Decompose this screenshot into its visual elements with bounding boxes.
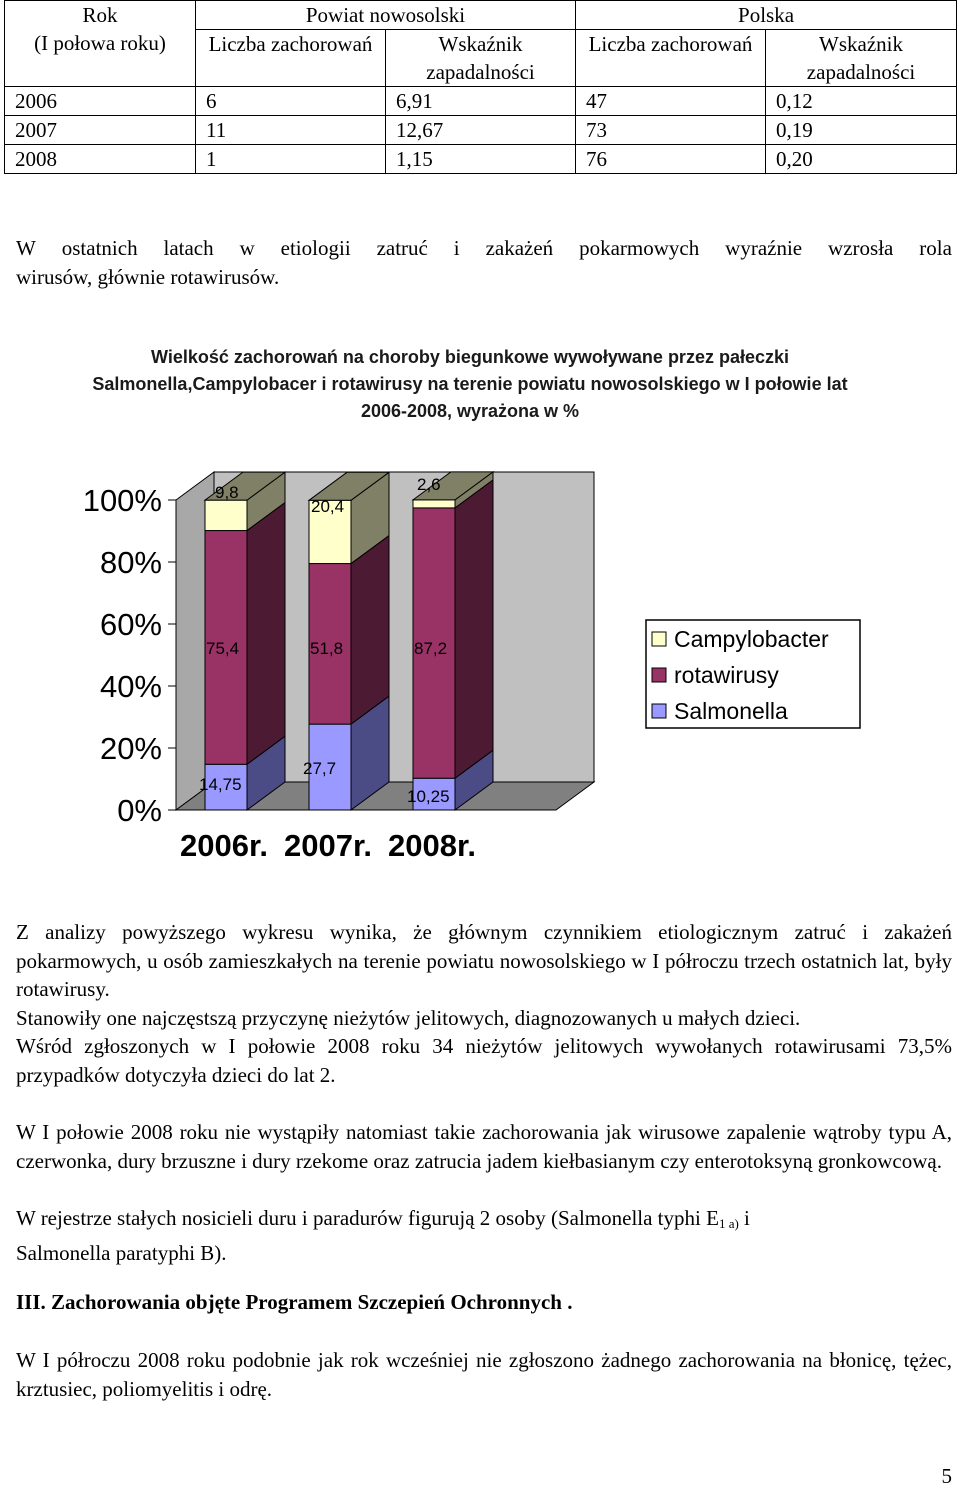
header-year-line1: Rok [82, 3, 118, 27]
paragraph-word: etiologii [280, 236, 351, 260]
page-number: 5 [941, 1464, 952, 1488]
paragraph-analysis: Z analizy powyższego wykresu wynika, że głównym czynnikiem etiologicznym zatruć i zakażeń pokarmowych, u osób zamieszkałych na terenie powiatu nowosolskiego w I półroczu trzech ostatnich lat, były rotawirusy. [16, 920, 952, 1001]
legend-swatch [652, 668, 666, 682]
data-label: 75,4 [206, 639, 240, 658]
paragraph-line [16, 1204, 952, 1239]
bar-segment-side [247, 503, 285, 765]
y-tick-label: 100% [82, 483, 162, 518]
y-tick-label: 20% [99, 731, 162, 766]
paragraph-word: wzrosła [828, 236, 894, 260]
cell-pl-cases: 76 [576, 145, 766, 174]
x-tick-label: 2007r. [284, 828, 372, 863]
carriers-text-end: i [738, 1206, 750, 1230]
paragraph-word: ostatnich [61, 236, 138, 260]
data-label: 14,75 [199, 775, 242, 794]
header-pl-rate: Wskaźnik zapadalności [766, 30, 957, 87]
legend-label: Campylobacter [674, 626, 829, 652]
paragraph-word: pokarmowych [579, 236, 700, 260]
cell-powiat-cases: 6 [196, 87, 386, 116]
header-year-line2: (I połowa roku) [34, 31, 166, 55]
table-row [5, 87, 957, 116]
paragraph-word: zakażeń [485, 236, 554, 260]
x-tick-label: 2008r. [388, 828, 476, 863]
cell-year: 2007 [5, 116, 196, 145]
paragraph-word: W [16, 236, 36, 260]
data-label: 9,8 [215, 483, 239, 502]
paragraph-word: wyraźnie [725, 236, 803, 260]
data-label: 20,4 [311, 497, 345, 516]
legend-swatch [652, 704, 666, 718]
cell-pl-rate: 0,12 [766, 87, 957, 116]
legend-label: rotawirusy [674, 662, 779, 688]
cell-powiat-rate: 12,67 [386, 116, 576, 145]
table-row [5, 116, 957, 145]
paragraph-line: wirusów, głównie rotawirusów. [16, 264, 280, 289]
bar-segment-side [351, 536, 389, 725]
paragraph-rotavirus-intro [16, 234, 952, 291]
bar-segment-side [455, 480, 493, 778]
header-powiat-cases: Liczba zachorowań [196, 30, 386, 87]
y-tick-label: 80% [99, 545, 162, 580]
paragraph-line: Salmonella paratyphi B). [16, 1240, 227, 1265]
chart-title: Wielkość zachorowań na choroby biegunkowe wywoływane przez pałeczki Salmonella,Campylobacer i rotawirusy na terenie powiatu nowosolskiego w I połowie lat 2006-2008, wyrażona w % [92, 347, 848, 421]
data-label: 87,2 [414, 639, 448, 658]
cell-year: 2006 [5, 87, 196, 116]
y-tick-label: 60% [99, 607, 162, 642]
cell-powiat-cases: 1 [196, 145, 386, 174]
paragraph-word: rola [919, 236, 952, 260]
paragraph-word: zatruć [376, 236, 428, 260]
cell-powiat-rate: 1,15 [386, 145, 576, 174]
cell-pl-rate: 0,19 [766, 116, 957, 145]
bar-segment [205, 500, 247, 530]
bar-segment [413, 500, 455, 508]
table-header-row [5, 1, 957, 30]
data-label: 51,8 [310, 639, 344, 658]
stacked-bar-chart [0, 460, 960, 870]
header-powiat-rate: Wskaźnik zapadalności [386, 30, 576, 87]
y-tick-label: 40% [99, 669, 162, 704]
cell-pl-cases: 47 [576, 87, 766, 116]
paragraph-word: i [453, 236, 460, 260]
paragraph-line [16, 234, 952, 263]
header-polska: Polska [576, 1, 957, 30]
legend-swatch [652, 632, 666, 646]
header-powiat: Powiat nowosolski [196, 1, 576, 30]
data-label: 10,25 [407, 787, 450, 806]
paragraph-word: latach [163, 236, 214, 260]
paragraph-no-cases: W I połowie 2008 roku nie wystąpiły natomiast takie zachorowania jak wirusowe zapalenie wątroby typu A, czerwonka, dury brzuszne i dury rzekome oraz zatrucia jadem kiełbasianym czy enterotoksyną gronkowcową. [16, 1120, 952, 1173]
paragraph-vaccination: W I półroczu 2008 roku podobnie jak rok wcześniej nie zgłoszono żadnego zachorowania na błonicę, tężec, krztusiec, poliomyelitis i odrę. [16, 1348, 952, 1401]
cell-pl-cases: 73 [576, 116, 766, 145]
cell-powiat-rate: 6,91 [386, 87, 576, 116]
data-label: 2,6 [417, 475, 441, 494]
section-heading: III. Zachorowania objęte Programem Szczepień Ochronnych . [16, 1290, 573, 1314]
header-year [5, 1, 196, 87]
cell-year: 2008 [5, 145, 196, 174]
paragraph-infants: Stanowiły one najczęstszą przyczynę nieżytów jelitowych, diagnozowanych u małych dzieci. [16, 1006, 801, 1030]
data-label: 27,7 [303, 759, 337, 778]
y-tick-label: 0% [117, 793, 162, 828]
paragraph-2008-cases: Wśród zgłoszonych w I połowie 2008 roku 34 nieżytów jelitowych wywołanych rotawirusami 73,5% przypadków dotyczyła dzieci do lat 2. [16, 1034, 952, 1087]
cell-powiat-cases: 11 [196, 116, 386, 145]
cell-pl-rate: 0,20 [766, 145, 957, 174]
header-pl-cases: Liczba zachorowań [576, 30, 766, 87]
carriers-text: W rejestrze stałych nosicieli duru i paradurów figurują 2 osoby (Salmonella typhi E [16, 1206, 719, 1230]
paragraph-word: w [239, 236, 255, 260]
legend-label: Salmonella [674, 698, 788, 724]
incidence-table [4, 0, 957, 174]
table-row [5, 145, 957, 174]
paragraph-carriers [16, 1204, 952, 1267]
x-tick-label: 2006r. [180, 828, 268, 863]
carriers-subscript: 1 a) [718, 1216, 739, 1231]
